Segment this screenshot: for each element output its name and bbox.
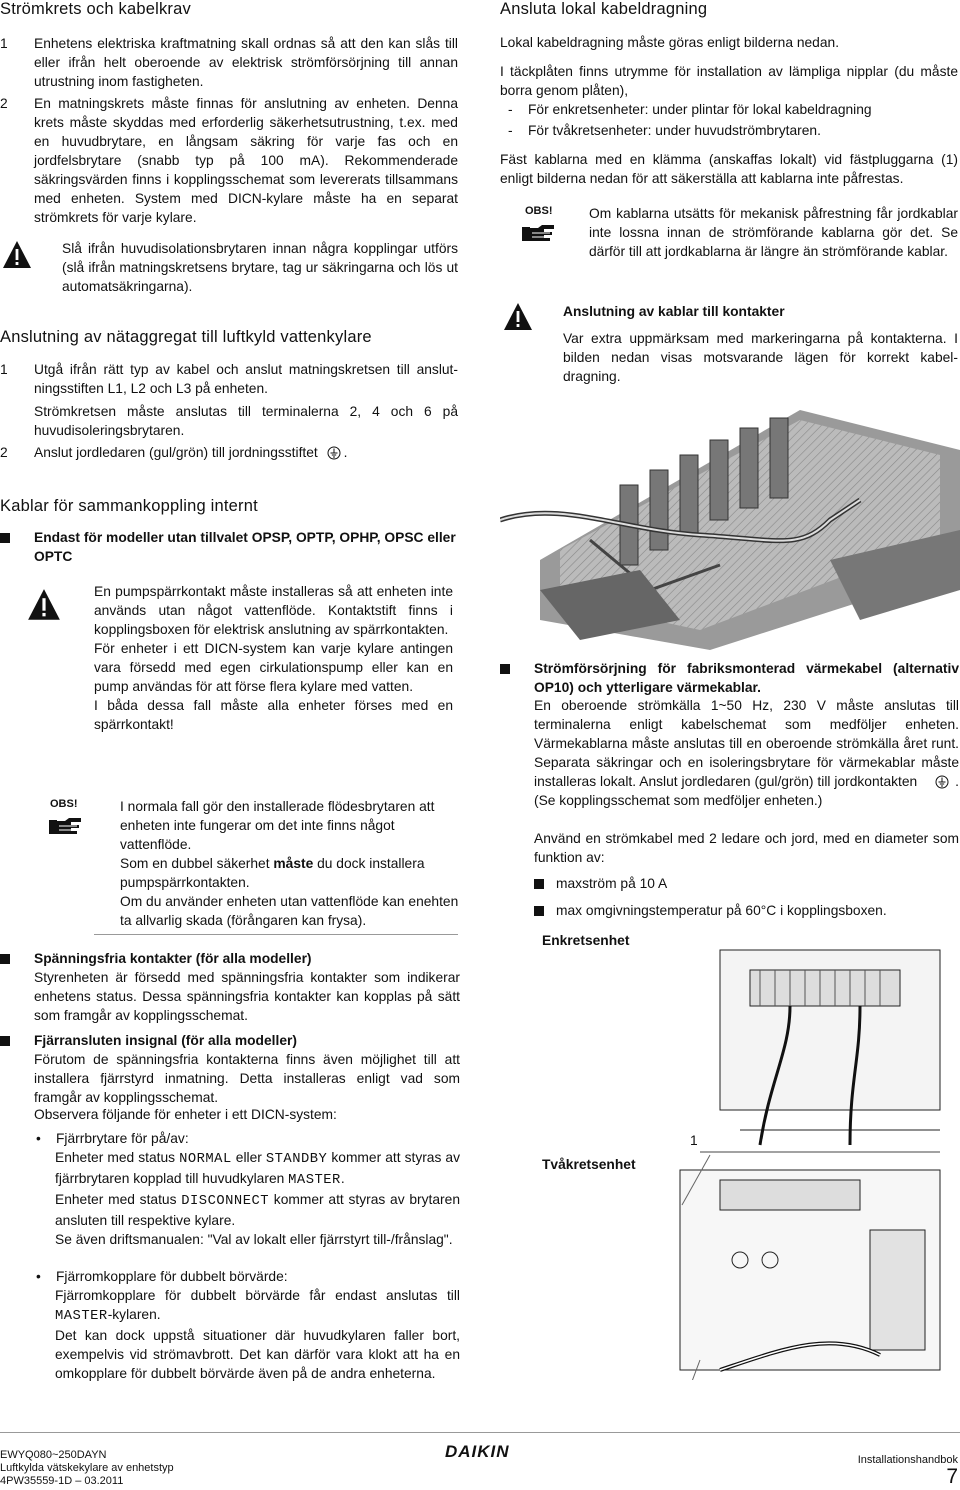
paragraph: Strömkretsen måste anslutas till terminalerna 2, 4 och 6 på huvudisoleringsbrytaren. [34, 404, 458, 438]
list-item: - För enkretsenheter: under plintar för lokal kabeldragning [500, 100, 958, 119]
warning-text: Slå ifrån huvudisolationsbrytaren innan några kopplingar utförs (slå ifrån matningskretsens brytare, tag ur säkringarna och lös ut automatsäkringarna). [62, 241, 458, 294]
earth-icon [935, 775, 949, 789]
list-item: maxström på 10 A [534, 874, 959, 893]
footer-manual: Installationshandbok [857, 1454, 958, 1466]
list-item: 2 En matningskrets måste finnas för anslutning av enheten. Denna krets måste skyddas med erforderlig säkerhetsutrustning, t.ex. med en huvudbrytare, en långsam säkring för varje fas och en jordfelsbrytare (snabb typ på 100 mA). Rekommenderade säkringsvärden finns i kopplingsschemat som levererats tillsammans med enheten. System med DICN-kylare måste ha en separat strömkrets för varje kylare. [0, 96, 458, 225]
obs-text: Om kablarna utsätts för mekanisk påfrestning får jordkablar inte lossna innan de strömförande kablarna gör det. Se därför till att jordkablarna är längre än strömförande kablar. [589, 206, 958, 259]
wiring-diagram [640, 930, 960, 1380]
warning-icon [25, 588, 63, 622]
list-item: Endast för modeller utan tillvalet OPSP, OPTP, OPHP, OPSC eller OPTC [0, 528, 460, 566]
list-item: • Fjärrbrytare för på/av: [36, 1131, 189, 1146]
list-item: • Fjärromkopplare för dubbelt börvärde: [36, 1269, 288, 1284]
square-bullet-icon [534, 906, 544, 916]
paragraph: Observera följande för enheter i ett DICN-system: [34, 1107, 337, 1122]
section-title-kablar: Kablar för sammankoppling internt [0, 497, 258, 515]
paragraph: Använd en strömkabel med 2 ledare och jord, med en diameter som funktion av: [534, 831, 959, 865]
warning-icon [503, 302, 533, 332]
list-item: Spänningsfria kontakter (för alla modeller) [0, 949, 460, 968]
obs-label: OBS! [525, 205, 553, 217]
paragraph: I täckplåten finns utrymme för installation av lämpliga nipplar (du måste borra genom plåten), [500, 64, 958, 98]
list-item: 1 Enhetens elektriska kraftmatning skall ordnas så att den kan slås till eller ifrån helt oberoende av elektrisk strömförsörjning till annan utrustning inom fastigheten. [0, 36, 458, 89]
paragraph: Fäst kablarna med en klämma (anskaffas lokalt) vid fästpluggarna (1) enligt bilderna nedan för att säkerställa att kablarna inte påfrestas. [500, 152, 958, 186]
daikin-logo: DAIKIN [445, 1442, 510, 1461]
square-bullet-icon [0, 1036, 10, 1046]
paragraph: En oberoende strömkälla 1~50 Hz, 230 V måste anslutas till terminalerna enligt kabelschemat som medföljer enheten. Värmekablarna måste anslutas till en oberoende strömkälla året runt. Separata säkringar och en isoleringsbrytare för värmekablar måste installeras lokalt. Anslut jordledaren (gul/grön) till jordkontakten . (Se kopplingsschemat som medföljer enheten.) [534, 698, 959, 808]
list-item: 1 Utgå ifrån rätt typ av kabel och anslut matningskretsen till anslutningsstiften L1, L2 och L3 på enheten. [0, 362, 458, 396]
callout-number: 1 [690, 1133, 698, 1148]
list-item: max omgivningstemperatur på 60°C i kopplingsboxen. [534, 901, 959, 920]
square-bullet-icon [534, 879, 544, 889]
list-item: - För tvåkretsenheter: under huvudströmbrytaren. [500, 121, 958, 140]
hand-pointer-icon [47, 815, 83, 839]
section-title-natanslutning: Anslutning av nätaggregat till luftkyld vattenkylare [0, 328, 372, 346]
label-enkretsenhet: Enkretsenhet [542, 933, 630, 948]
paragraph: Lokal kabeldragning måste göras enligt bilderna nedan. [500, 35, 840, 50]
footer-doc-code: 4PW35559-1D – 03.2011 [0, 1475, 124, 1487]
earth-icon [327, 446, 341, 460]
footer-divider [0, 1432, 960, 1433]
list-item: Strömförsörjning för fabriksmonterad värmekabel (alternativ OP10) och ytterligare värmekablar. [500, 659, 959, 697]
obs-text: I normala fall gör den installerade flödesbrytaren att enheten inte fungerar om det inte finns något vattenflöde. Som en dubbel säkerhet måste du dock installera pumpspärrkontakten. Om du använder enheten utan vattenflöde kan enehten ta allvarlig skada (förångaren kan frysa). [120, 799, 459, 928]
list-item: 2 Anslut jordledaren (gul/grön) till jordningsstiftet . [0, 445, 348, 460]
warning-text: En pumpspärrkontakt måste installeras så att enheten inte används utan något vattenflöde. Kontaktstift finns i kopplingsboxen för elektrisk anslutning av spärrkontakten. För enheter i ett DICN-system kan varje kylare antingen vara försedd med egen cirkulationspump eller kan en pump användas för att förse flera kylare med vatten. I båda dessa fall måste alla enheter förses med en spärrkontakt! [94, 584, 453, 732]
warning-icon [2, 240, 32, 270]
section-title-stromkrets: Strömkrets och kabelkrav [0, 0, 191, 18]
section-title-ansluta: Ansluta lokal kabeldragning [500, 0, 708, 18]
paragraph: Styrenheten är försedd med spänningsfria kontakter som indikerar enhetens status. Dessa spänningsfria kontakter kan kopplas på sätt som framgår av kopplingsschemat. [34, 970, 460, 1023]
footer-description: Luftkylda vätskekylare av enhetstyp [0, 1462, 174, 1474]
footer-model: EWYQ080~250DAYN [0, 1449, 107, 1461]
obs-label: OBS! [50, 798, 78, 810]
page-number: 7 [946, 1465, 958, 1488]
terminal-block-illustration [500, 390, 960, 660]
label-tvakretsenhet: Tvåkretsenhet [542, 1157, 636, 1172]
list-item: Fjärransluten insignal (för alla modeller) [0, 1031, 460, 1050]
warning-text: Var extra uppmärksam med markeringarna på kontakterna. I bilden nedan visas motsvarande lägen för korrekt kabeldragning. [563, 331, 958, 384]
warning-title: Anslutning av kablar till kontakter [563, 304, 785, 319]
hand-pointer-icon [520, 222, 556, 246]
square-bullet-icon [0, 954, 10, 964]
paragraph: Enheter med status NORMAL eller STANDBY kommer att styras av fjärrbrytaren kopplad till huvudkylaren MASTER. Enheter med status DISCONNECT kommer att styras av brytaren ansluten till respektive kylare. Se även driftsmanualen: "Val av lokalt eller fjärrstyrt till-/frånslag". [55, 1150, 460, 1247]
paragraph: Fjärromkopplare för dubbelt börvärde får endast anslutas till MASTER-kylaren. Det kan dock uppstå situationer där huvudkylaren faller bort, exempelvis vid strömavbrott. Det kan därför vara klokt att ha en omkopplare för dubbelt börvärde även på de andra enheterna. [55, 1288, 460, 1381]
paragraph: Förutom de spänningsfria kontakterna finns även möjlighet till att installera fjärrstyrd inmatning. Detta installeras enligt vad som framgår av kopplingsschemat. [34, 1052, 460, 1105]
divider [94, 934, 458, 935]
square-bullet-icon [0, 533, 10, 543]
square-bullet-icon [500, 664, 510, 674]
